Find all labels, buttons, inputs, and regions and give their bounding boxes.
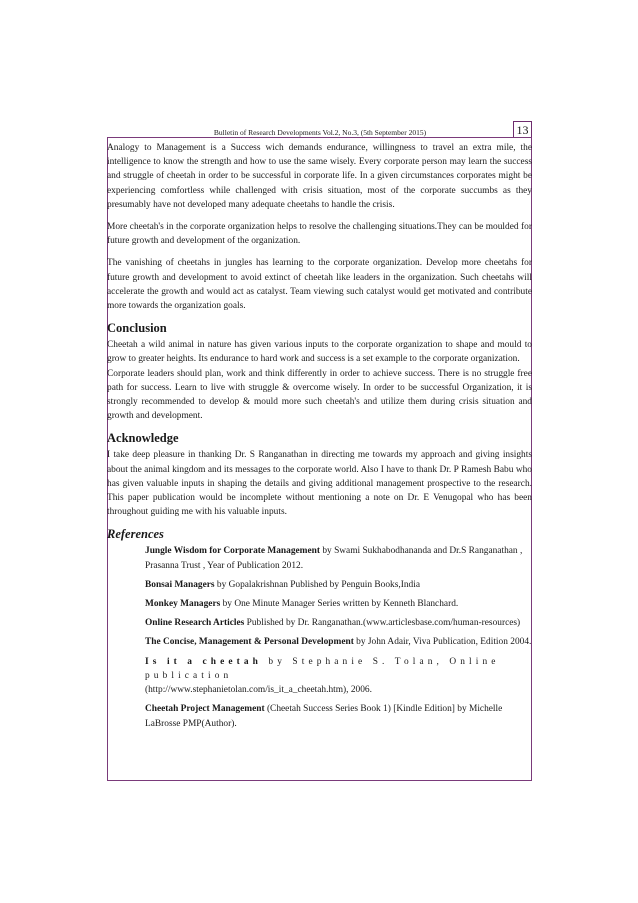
reference-item xyxy=(145,702,532,730)
reference-item xyxy=(145,655,532,698)
reference-item xyxy=(145,616,532,630)
reference-details: by Gopalakrishnan Published by Penguin Books,India xyxy=(214,579,421,590)
reference-item xyxy=(145,544,532,572)
reference-item xyxy=(145,578,532,592)
references-heading: References xyxy=(107,527,164,542)
body-paragraph: The vanishing of cheetahs in jungles has learning to the corporate organization. Develop more cheetahs for future growth and development to avoid extinct of cheetah like leaders in the organization. Such cheetahs will accelerate the growth and would act as catalyst. Team viewing such catalyst would get motivated and contribute more towards the organization goals. xyxy=(107,258,532,312)
article-body xyxy=(107,141,532,736)
body-paragraph: Analogy to Management is a Success wich demands endurance, willingness to travel an extra mile, the intelligence to know the strength and how to use the same wisely. Every corporate person may learn the success and struggle of cheetah in order to be successful in corporate life. In a given circumstances corporates might be experiencing comfortless while challenged with crisis situation, most of the corporate succumbs as they presumably have not developed many adequate cheetahs to handle the crisis. xyxy=(107,143,532,210)
reference-title: Bonsai Managers xyxy=(145,579,215,590)
reference-details: (Cheetah Success Series Book 1) [Kindle Edition] by Michelle LaBrosse PMP(Author). xyxy=(145,704,503,729)
reference-url: (http://www.stephanietolan.com/is_it_a_cheetah.htm), 2006. xyxy=(145,685,372,696)
conclusion-heading: Conclusion xyxy=(107,321,167,336)
running-head: Bulletin of Research Developments Vol.2, No.3, (5th September 2015) xyxy=(213,128,427,137)
acknowledge-heading: Acknowledge xyxy=(107,431,179,446)
references-list xyxy=(107,544,532,730)
conclusion-paragraph: Cheetah a wild animal in nature has given various inputs to the corporate organization to shape and mould to grow to greater heights. Its endurance to hard work and success is a set example to the corporate organization. xyxy=(107,340,532,365)
reference-title: Is it a cheetah xyxy=(145,656,262,667)
reference-details: Published by Dr. Ranganathan.(www.articlesbase.com/human-resources) xyxy=(244,618,521,629)
reference-details: by John Adair, Viva Publication, Edition 2004. xyxy=(353,637,532,648)
reference-details: by Swami Sukhabodhananda and Dr.S Ranganathan , Prasanna Trust , Year of Publication 2012. xyxy=(145,546,523,571)
conclusion-paragraph: Corporate leaders should plan, work and think differently in order to achieve success. There is no struggle free path for success. Learn to live with struggle & overcome wisely. In order to be successful Organization, it is strongly recommended to develop & mould more such cheetah's and utilize them during crisis situation and growth and development. xyxy=(107,368,532,422)
reference-title: Cheetah Project Management xyxy=(145,704,265,715)
reference-details: by One Minute Manager Series written by Kenneth Blanchard. xyxy=(220,599,459,610)
reference-item xyxy=(145,635,532,649)
page-number: 13 xyxy=(513,121,532,138)
reference-item xyxy=(145,597,532,611)
body-paragraph: More cheetah's in the corporate organization helps to resolve the challenging situations.They can be moulded for future growth and development of the organization. xyxy=(107,222,532,247)
reference-title: Monkey Managers xyxy=(145,599,221,610)
reference-title: Online Research Articles xyxy=(145,618,245,629)
reference-details: by Stephanie S. Tolan, Online publication xyxy=(145,656,500,681)
reference-title: Jungle Wisdom for Corporate Management xyxy=(145,546,320,557)
reference-title: The Concise, Management & Personal Development xyxy=(145,637,354,648)
acknowledge-paragraph: I take deep pleasure in thanking Dr. S Ranganathan in directing me towards my approach and giving insights about the animal kingdom and its messages to the corporate world. Also I have to thank Dr. P Ramesh Babu who has given valuable inputs in shaping the details and giving additional management prospective to the research. This paper publication would be incomplete without mentioning a note on Dr. E Venugopal who has been throughout guiding me with his valuable inputs. xyxy=(107,450,532,518)
